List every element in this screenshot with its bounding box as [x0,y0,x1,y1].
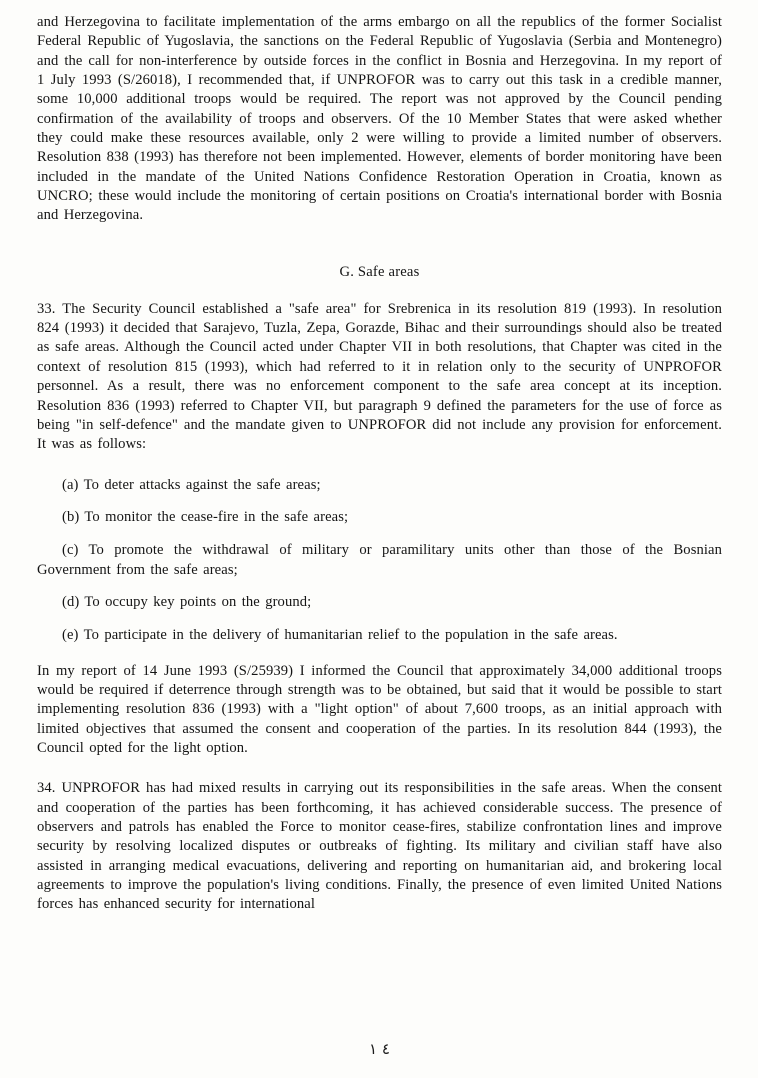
paragraph-report-14-june: In my report of 14 June 1993 (S/25939) I informed the Council that approximately 34,000 additional troops would be required if deterrence through strength was to be obtained, but said that it would be possible to start implementing resolution 836 (1993) with a "light option" of about 7,600 troops, as an initial approach with limited objectives that assumed the consent and cooperation of the parties. In its resolution 844 (1993), the Council opted for the light option. [37,662,722,756]
list-item-c: (c) To promote the withdrawal of military or paramilitary units other than those of the Bosnian Government from the safe areas; [37,542,722,578]
page-number: ٤ ١ [369,1040,390,1058]
section-heading: G. Safe areas [339,263,420,280]
list-item-e: (e) To participate in the delivery of humanitarian relief to the population in the safe areas. [62,627,618,644]
paragraph-34: 34. UNPROFOR has had mixed results in carrying out its responsibilities in the safe areas. When the consent and cooperation of the parties has been forthcoming, it has achieved considerable success. The presence of observers and patrols has enabled the Force to monitor cease-fires, stabilize confrontation lines and improve security by resolving localized disputes or outbreaks of fighting. Its military and civilian staff have also assisted in arranging medical evacuations, delivering and reporting on humanitarian aid, and brokering local agreements to improve the population's living conditions. Finally, the presence of even limited United Nations forces has enhanced security for international [37,780,722,913]
list-item-d: (d) To occupy key points on the ground; [62,594,312,611]
mandate-list [37,476,722,662]
paragraph-33: 33. The Security Council established a "safe area" for Srebrenica in its resolution 819 (1993). In resolution 824 (1993) it decided that Sarajevo, Tuzla, Zepa, Gorazde, Bihac and their surroundings should also be treated as safe areas. Although the Council acted under Chapter VII in both resolutions, that Chapter was cited in the context of resolution 815 (1993), which had referred to it in relation only to the security of UNPROFOR personnel. As a result, there was no enforcement component to the safe area concept at its inception. Resolution 836 (1993) referred to Chapter VII, but paragraph 9 defined the parameters for the use of force as being "in self-defence" and the mandate given to UNPROFOR did not include any provision for enforcement. It was as follows: [37,300,722,453]
list-item-b: (b) To monitor the cease-fire in the safe areas; [62,509,349,526]
paragraph-continuation: and Herzegovina to facilitate implementation of the arms embargo on all the republics of the former Socialist Federal Republic of Yugoslavia, the sanctions on the Federal Republic of Yugoslavia (Serbia and Montenegro) and the call for non-interference by outside forces in the conflict in Bosnia and Herzegovina. In my report of 1 July 1993 (S/26018), I recommended that, if UNPROFOR was to carry out this task in a credible manner, some 10,000 additional troops would be required. The report was not approved by the Council pending confirmation of the availability of troops and observers. Of the 10 Member States that were asked whether they could make these resources available, only 2 were willing to provide a limited number of observers. Resolution 838 (1993) has therefore not been implemented. However, elements of border monitoring have been included in the mandate of the United Nations Confidence Restoration Operation in Croatia, known as UNCRO; these would include the monitoring of certain positions on Croatia's international border with Bosnia and Herzegovina. [37,14,722,224]
list-item-a: (a) To deter attacks against the safe areas; [62,476,321,493]
